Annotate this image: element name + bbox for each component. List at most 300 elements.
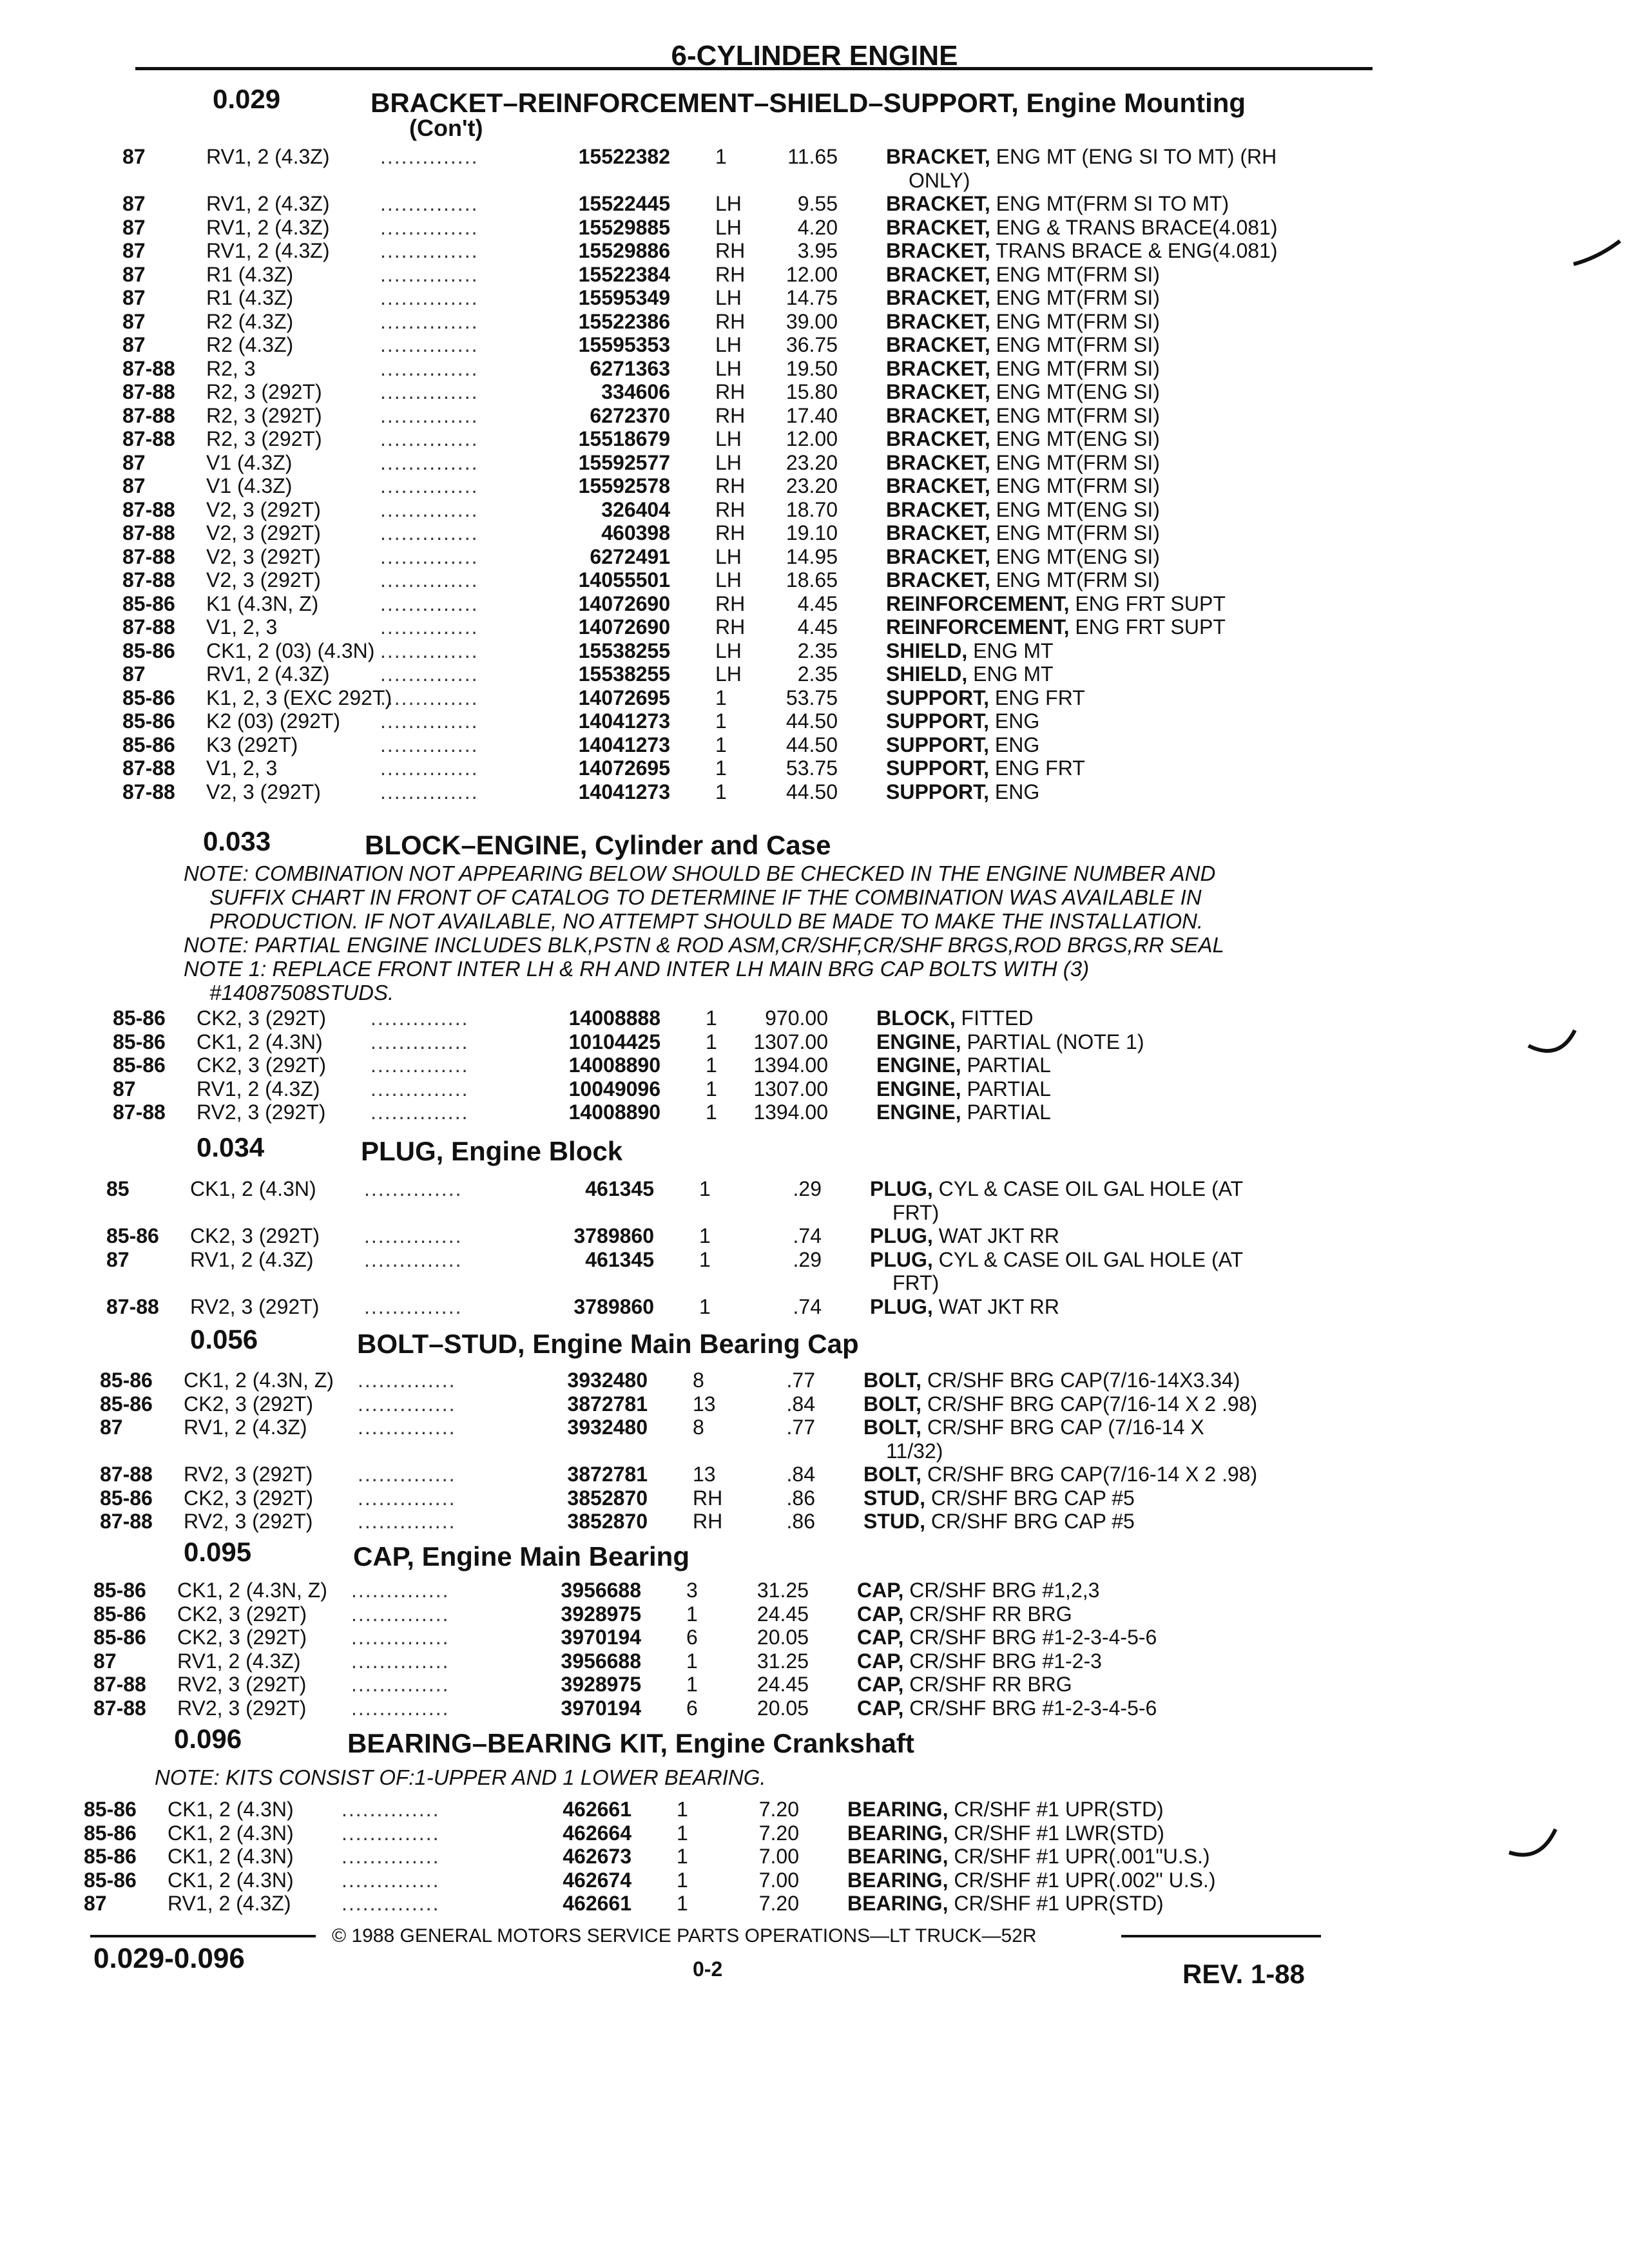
row-part-number: 15522382 bbox=[578, 145, 670, 168]
footer-page-number: 0-2 bbox=[693, 1957, 723, 1981]
row-description-text: CR/SHF BRG CAP(7/16-14 X 2 .98) bbox=[927, 1392, 1258, 1416]
row-leader-dots: .............. bbox=[364, 1224, 463, 1247]
row-part-number: 3956688 bbox=[561, 1579, 641, 1602]
row-price: .77 bbox=[786, 1369, 815, 1392]
row-quantity: RH bbox=[693, 1510, 723, 1533]
section-title-main: BRACKET–REINFORCEMENT–SHIELD–SUPPORT, bbox=[371, 88, 1019, 118]
row-description-noun: BRACKET, bbox=[886, 262, 990, 286]
section-code: 0.056 bbox=[190, 1324, 258, 1354]
row-price: 1307.00 bbox=[753, 1030, 828, 1053]
row-part-number: 10049096 bbox=[568, 1077, 660, 1100]
row-leader-dots: .............. bbox=[380, 474, 479, 497]
row-description-text: ENG MT(FRM SI) bbox=[996, 262, 1160, 286]
row-quantity: 1 bbox=[677, 1892, 688, 1915]
row-part-number: 15529886 bbox=[578, 239, 670, 262]
row-description-text: ENG MT(FRM SI) bbox=[996, 356, 1160, 380]
row-description bbox=[886, 216, 1278, 239]
table-row bbox=[122, 498, 1411, 521]
table-row bbox=[113, 1100, 1402, 1124]
row-leader-dots: .............. bbox=[380, 733, 479, 756]
row-description-text: ENG bbox=[994, 733, 1040, 756]
row-description bbox=[863, 1416, 1204, 1439]
row-model: RV1, 2 (4.3Z) bbox=[206, 215, 330, 239]
row-part-number: 14072695 bbox=[578, 686, 670, 709]
row-year: 87 bbox=[122, 239, 146, 262]
row-quantity: 1 bbox=[677, 1868, 688, 1892]
row-quantity: 1 bbox=[715, 145, 727, 168]
row-model: V2, 3 (292T) bbox=[206, 568, 321, 591]
row-quantity: LH bbox=[715, 192, 742, 215]
row-model: CK1, 2 (4.3N, Z) bbox=[177, 1579, 327, 1602]
row-description-noun: STUD, bbox=[863, 1510, 925, 1533]
row-leader-dots: .............. bbox=[358, 1463, 456, 1486]
row-quantity: 1 bbox=[699, 1177, 711, 1200]
row-model: V1, 2, 3 bbox=[206, 756, 278, 780]
row-description bbox=[857, 1673, 1072, 1696]
row-model: RV1, 2 (4.3Z) bbox=[168, 1892, 291, 1915]
row-quantity: RH bbox=[715, 591, 746, 615]
row-price: 7.20 bbox=[758, 1892, 799, 1915]
table-row bbox=[122, 709, 1411, 733]
table-row bbox=[100, 1416, 1389, 1439]
row-leader-dots: .............. bbox=[351, 1673, 450, 1696]
row-leader-dots: .............. bbox=[380, 639, 479, 662]
row-leader-dots: .............. bbox=[380, 615, 479, 639]
row-part-number: 462674 bbox=[563, 1868, 631, 1892]
section-title bbox=[357, 1329, 859, 1360]
row-year: 87 bbox=[106, 1247, 130, 1271]
row-description bbox=[886, 498, 1160, 521]
row-price: 7.20 bbox=[758, 1798, 799, 1821]
row-description-text: WAT JKT RR bbox=[938, 1294, 1059, 1318]
binder-mark-2 bbox=[1527, 1028, 1579, 1060]
row-price: 15.80 bbox=[786, 380, 838, 403]
row-description-text: ENG MT bbox=[973, 662, 1054, 686]
row-description bbox=[847, 1892, 1164, 1915]
row-description bbox=[886, 639, 1054, 662]
row-price: .84 bbox=[786, 1463, 815, 1486]
row-description bbox=[847, 1845, 1210, 1868]
row-leader-dots: .............. bbox=[380, 215, 479, 239]
row-year: 87-88 bbox=[100, 1463, 153, 1486]
row-quantity: RH bbox=[693, 1486, 723, 1510]
row-quantity: RH bbox=[715, 474, 746, 497]
section-title-main: PLUG, bbox=[361, 1136, 444, 1166]
row-part-number: 15538255 bbox=[578, 639, 670, 662]
row-part-number: 14072690 bbox=[578, 615, 670, 639]
row-price: 1394.00 bbox=[753, 1053, 828, 1077]
row-price: 24.45 bbox=[757, 1602, 809, 1626]
row-description bbox=[886, 380, 1160, 403]
row-leader-dots: .............. bbox=[380, 780, 479, 803]
row-description bbox=[876, 1053, 1051, 1077]
row-description-text: PARTIAL bbox=[967, 1100, 1051, 1124]
row-year: 87-88 bbox=[122, 780, 175, 803]
row-description-text: CR/SHF RR BRG bbox=[909, 1673, 1072, 1696]
row-description bbox=[886, 310, 1160, 333]
row-price: .29 bbox=[793, 1247, 822, 1271]
row-model: CK2, 3 (292T) bbox=[184, 1486, 313, 1510]
row-price: 1394.00 bbox=[753, 1100, 828, 1124]
row-price: .77 bbox=[786, 1416, 815, 1439]
row-quantity: LH bbox=[715, 450, 742, 474]
section-title bbox=[347, 1728, 914, 1759]
row-description-text: CR/SHF BRG CAP(7/16-14 X 2 .98) bbox=[927, 1463, 1258, 1486]
footer-copyright: © 1988 GENERAL MOTORS SERVICE PARTS OPERATIONS—LT TRUCK—52R bbox=[332, 1925, 1037, 1946]
row-description-text: ENG MT(FRM SI) bbox=[996, 521, 1160, 544]
row-part-number: 461345 bbox=[585, 1247, 654, 1271]
row-price: .86 bbox=[786, 1486, 815, 1510]
row-price: 3.95 bbox=[797, 239, 838, 262]
row-year: 87 bbox=[93, 1649, 117, 1673]
row-quantity: LH bbox=[715, 333, 742, 356]
row-description-text: ENG MT(FRM SI) bbox=[996, 333, 1160, 356]
section-note-line: NOTE: PARTIAL ENGINE INCLUDES BLK,PSTN & ROD ASM,CR/SHF,CR/SHF BRGS,ROD BRGS,RR SEAL bbox=[184, 933, 1224, 957]
row-description bbox=[886, 733, 1039, 756]
row-year: 85-86 bbox=[100, 1369, 153, 1392]
row-year: 87-88 bbox=[122, 403, 175, 427]
table-row bbox=[122, 333, 1411, 356]
table-row bbox=[122, 263, 1411, 286]
row-leader-dots: .............. bbox=[358, 1510, 456, 1533]
table-row bbox=[100, 1463, 1389, 1486]
row-description-noun: BRACKET, bbox=[886, 215, 990, 239]
table-row bbox=[122, 545, 1411, 568]
row-quantity: LH bbox=[715, 639, 742, 662]
row-year: 87-88 bbox=[122, 615, 175, 639]
row-part-number: 14041273 bbox=[578, 780, 670, 803]
row-model: K1, 2, 3 (EXC 292T) bbox=[206, 686, 392, 709]
row-description bbox=[886, 662, 1054, 686]
row-price: 18.70 bbox=[786, 497, 838, 521]
row-price: 36.75 bbox=[786, 333, 838, 356]
row-part-number: 15592578 bbox=[578, 474, 670, 497]
table-row bbox=[100, 1392, 1389, 1416]
row-leader-dots: .............. bbox=[342, 1798, 440, 1821]
row-model: R2 (4.3Z) bbox=[206, 333, 294, 356]
footer-rule-right bbox=[1121, 1935, 1321, 1937]
row-model: R2, 3 (292T) bbox=[206, 427, 322, 450]
section-code: 0.096 bbox=[174, 1724, 242, 1754]
table-row bbox=[122, 568, 1411, 591]
table-row bbox=[122, 286, 1411, 309]
row-part-number: 460398 bbox=[601, 521, 670, 544]
row-model: RV1, 2 (4.3Z) bbox=[206, 662, 330, 686]
table-row bbox=[100, 1510, 1389, 1533]
row-model: RV2, 3 (292T) bbox=[177, 1696, 307, 1720]
row-model: RV2, 3 (292T) bbox=[197, 1100, 326, 1124]
row-quantity: 1 bbox=[686, 1649, 698, 1673]
row-model: CK1, 2 (4.3N) bbox=[168, 1868, 294, 1892]
row-quantity: 1 bbox=[699, 1247, 711, 1271]
row-leader-dots: .............. bbox=[380, 497, 479, 521]
row-description bbox=[886, 568, 1160, 591]
row-quantity: RH bbox=[715, 615, 746, 639]
row-price: 31.25 bbox=[757, 1579, 809, 1602]
row-price: .74 bbox=[793, 1294, 822, 1318]
row-year: 85-86 bbox=[100, 1486, 153, 1510]
row-description-text: ENG & TRANS BRACE(4.081) bbox=[996, 215, 1278, 239]
row-leader-dots: .............. bbox=[380, 192, 479, 215]
row-leader-dots: .............. bbox=[342, 1821, 440, 1845]
table-row bbox=[122, 756, 1411, 780]
row-description bbox=[886, 756, 1085, 780]
table-row bbox=[122, 615, 1411, 639]
row-quantity: 1 bbox=[715, 709, 727, 733]
row-description-noun: BRACKET, bbox=[886, 544, 990, 568]
row-description-text: PARTIAL (NOTE 1) bbox=[967, 1030, 1144, 1053]
row-price: 9.55 bbox=[797, 192, 838, 215]
row-description bbox=[886, 686, 1085, 709]
row-year: 87-88 bbox=[106, 1294, 159, 1318]
row-description-continued: 11/32) bbox=[886, 1439, 943, 1463]
row-description-noun: CAP, bbox=[857, 1579, 904, 1602]
row-description-noun: BEARING, bbox=[847, 1845, 949, 1868]
table-row bbox=[106, 1295, 1395, 1318]
row-year: 85-86 bbox=[100, 1392, 153, 1416]
section-title-rest: Engine Crankshaft bbox=[675, 1728, 914, 1758]
table-row bbox=[122, 216, 1411, 239]
row-model: V1 (4.3Z) bbox=[206, 474, 293, 497]
row-part-number: 3789860 bbox=[574, 1224, 654, 1247]
row-leader-dots: .............. bbox=[380, 262, 479, 286]
row-part-number: 3932480 bbox=[567, 1416, 648, 1439]
row-quantity: RH bbox=[715, 239, 746, 262]
row-price: 7.00 bbox=[758, 1845, 799, 1868]
row-description bbox=[886, 545, 1160, 568]
row-leader-dots: .............. bbox=[371, 1053, 469, 1077]
row-part-number: 3852870 bbox=[567, 1510, 648, 1533]
table-row bbox=[122, 639, 1411, 662]
table-row bbox=[122, 662, 1411, 686]
row-year: 87-88 bbox=[100, 1510, 153, 1533]
section-subtitle: (Con't) bbox=[409, 115, 483, 141]
row-year: 87 bbox=[122, 474, 146, 497]
row-year: 87 bbox=[122, 662, 146, 686]
row-model: CK2, 3 (292T) bbox=[197, 1006, 326, 1030]
row-description-noun: PLUG, bbox=[870, 1294, 933, 1318]
row-description-text: ENG MT(FRM SI) bbox=[996, 474, 1160, 497]
row-leader-dots: .............. bbox=[380, 591, 479, 615]
row-quantity: RH bbox=[715, 380, 746, 403]
row-year: 87 bbox=[122, 309, 146, 333]
row-description-text: ENG MT (ENG SI TO MT) (RH bbox=[996, 145, 1277, 168]
row-year: 85-86 bbox=[106, 1224, 159, 1247]
row-part-number: 10104425 bbox=[568, 1030, 660, 1053]
row-description bbox=[847, 1869, 1215, 1892]
row-part-number: 15538255 bbox=[578, 662, 670, 686]
row-description-text: ENG bbox=[994, 780, 1040, 803]
row-year: 87-88 bbox=[122, 568, 175, 591]
row-part-number: 14072695 bbox=[578, 756, 670, 780]
row-description bbox=[886, 474, 1160, 497]
table-row bbox=[122, 780, 1411, 803]
row-price: 14.95 bbox=[786, 544, 838, 568]
row-model: CK2, 3 (292T) bbox=[177, 1602, 307, 1626]
row-description-noun: ENGINE, bbox=[876, 1053, 961, 1077]
table-row bbox=[122, 380, 1411, 403]
table-row bbox=[122, 451, 1411, 474]
row-description bbox=[886, 263, 1160, 286]
row-leader-dots: .............. bbox=[380, 380, 479, 403]
row-model: RV1, 2 (4.3Z) bbox=[197, 1077, 320, 1100]
row-description bbox=[863, 1463, 1257, 1486]
row-quantity: 8 bbox=[693, 1369, 704, 1392]
row-price: 24.45 bbox=[757, 1673, 809, 1696]
section-title-rest: Cylinder and Case bbox=[595, 830, 831, 860]
table-row bbox=[122, 239, 1411, 262]
row-model: K3 (292T) bbox=[206, 733, 298, 756]
row-model: R1 (4.3Z) bbox=[206, 286, 294, 309]
row-part-number: 3928975 bbox=[561, 1673, 641, 1696]
row-price: .86 bbox=[786, 1510, 815, 1533]
row-price: 7.00 bbox=[758, 1868, 799, 1892]
row-year: 85-86 bbox=[113, 1006, 166, 1030]
row-description bbox=[886, 239, 1278, 262]
section-code: 0.033 bbox=[203, 826, 271, 856]
row-leader-dots: .............. bbox=[364, 1247, 463, 1271]
row-quantity: LH bbox=[715, 568, 742, 591]
row-description bbox=[886, 592, 1226, 615]
row-description-text: ENG FRT bbox=[994, 756, 1085, 780]
row-year: 87-88 bbox=[122, 521, 175, 544]
row-leader-dots: .............. bbox=[351, 1649, 450, 1673]
row-model: R2, 3 (292T) bbox=[206, 403, 322, 427]
row-price: 12.00 bbox=[786, 262, 838, 286]
row-description bbox=[857, 1626, 1157, 1649]
section-title-rest: Engine Mounting bbox=[1026, 88, 1246, 118]
row-leader-dots: .............. bbox=[364, 1177, 463, 1200]
row-description-text: CR/SHF #1 UPR(STD) bbox=[954, 1892, 1164, 1915]
row-description-noun: SUPPORT, bbox=[886, 709, 990, 733]
row-year: 87-88 bbox=[122, 380, 175, 403]
table-row bbox=[84, 1821, 1373, 1845]
row-model: CK2, 3 (292T) bbox=[190, 1224, 320, 1247]
row-description-noun: BEARING, bbox=[847, 1798, 949, 1821]
row-year: 85-86 bbox=[93, 1579, 146, 1602]
row-description bbox=[863, 1392, 1257, 1416]
row-part-number: 15518679 bbox=[578, 427, 670, 450]
row-description-text: CR/SHF #1 UPR(STD) bbox=[954, 1798, 1164, 1821]
row-part-number: 462673 bbox=[563, 1845, 631, 1868]
row-model: V2, 3 (292T) bbox=[206, 544, 321, 568]
row-price: 23.20 bbox=[786, 474, 838, 497]
row-part-number: 14041273 bbox=[578, 733, 670, 756]
row-model: V2, 3 (292T) bbox=[206, 521, 321, 544]
row-model: RV1, 2 (4.3Z) bbox=[184, 1416, 307, 1439]
row-price: 44.50 bbox=[786, 780, 838, 803]
row-price: 4.20 bbox=[797, 215, 838, 239]
footer-range: 0.029-0.096 bbox=[93, 1943, 245, 1974]
row-description-text: WAT JKT RR bbox=[938, 1224, 1059, 1247]
row-quantity: 6 bbox=[686, 1626, 698, 1649]
table-row bbox=[93, 1579, 1382, 1602]
row-description-text: CR/SHF BRG CAP #5 bbox=[930, 1486, 1135, 1510]
row-description-noun: BRACKET, bbox=[886, 145, 990, 168]
row-model: RV1, 2 (4.3Z) bbox=[177, 1649, 301, 1673]
row-description-noun: BRACKET, bbox=[886, 568, 990, 591]
row-year: 85-86 bbox=[84, 1868, 137, 1892]
row-quantity: LH bbox=[715, 544, 742, 568]
row-description bbox=[886, 427, 1160, 450]
row-description-text: CR/SHF BRG #1-2-3-4-5-6 bbox=[909, 1626, 1157, 1649]
row-price: 23.20 bbox=[786, 450, 838, 474]
row-description bbox=[886, 333, 1160, 356]
row-description-noun: PLUG, bbox=[870, 1247, 933, 1271]
row-price: 14.75 bbox=[786, 286, 838, 309]
row-description-text: ENG MT(FRM SI) bbox=[996, 286, 1160, 309]
row-part-number: 15595353 bbox=[578, 333, 670, 356]
row-quantity: 13 bbox=[693, 1392, 716, 1416]
row-description bbox=[886, 615, 1226, 639]
table-row bbox=[84, 1845, 1373, 1868]
row-description-noun: CAP, bbox=[857, 1696, 904, 1720]
row-price: .29 bbox=[793, 1177, 822, 1200]
row-leader-dots: .............. bbox=[380, 403, 479, 427]
row-model: RV2, 3 (292T) bbox=[190, 1294, 320, 1318]
row-model: V2, 3 (292T) bbox=[206, 497, 321, 521]
row-description-noun: SUPPORT, bbox=[886, 780, 990, 803]
row-description-text: CYL & CASE OIL GAL HOLE (AT bbox=[938, 1177, 1244, 1200]
row-part-number: 3970194 bbox=[561, 1626, 641, 1649]
row-description-noun: BOLT, bbox=[863, 1416, 922, 1439]
row-year: 87 bbox=[113, 1077, 136, 1100]
row-description-noun: BLOCK, bbox=[876, 1006, 956, 1030]
row-quantity: 3 bbox=[686, 1579, 698, 1602]
row-part-number: 15522445 bbox=[578, 192, 670, 215]
row-year: 87-88 bbox=[93, 1696, 146, 1720]
row-model: RV2, 3 (292T) bbox=[184, 1463, 313, 1486]
row-price: .74 bbox=[793, 1224, 822, 1247]
row-description-text: CR/SHF #1 UPR(.002" U.S.) bbox=[954, 1868, 1216, 1892]
row-leader-dots: .............. bbox=[380, 333, 479, 356]
row-quantity: 1 bbox=[715, 686, 727, 709]
row-quantity: LH bbox=[715, 286, 742, 309]
row-leader-dots: .............. bbox=[380, 239, 479, 262]
row-model: RV1, 2 (4.3Z) bbox=[206, 145, 330, 168]
row-part-number: 6272370 bbox=[590, 403, 670, 427]
row-description bbox=[870, 1224, 1059, 1247]
section-title-main: BEARING–BEARING KIT, bbox=[347, 1728, 668, 1758]
row-part-number: 14041273 bbox=[578, 709, 670, 733]
row-model: CK2, 3 (292T) bbox=[184, 1392, 313, 1416]
row-leader-dots: .............. bbox=[371, 1006, 469, 1030]
row-price: 53.75 bbox=[786, 686, 838, 709]
row-price: 7.20 bbox=[758, 1821, 799, 1845]
row-leader-dots: .............. bbox=[380, 427, 479, 450]
row-description-text: FITTED bbox=[961, 1006, 1034, 1030]
section-title-main: BLOCK–ENGINE, bbox=[365, 830, 588, 860]
row-description-noun: BRACKET, bbox=[886, 521, 990, 544]
table-row bbox=[122, 404, 1411, 427]
table-row bbox=[113, 1006, 1402, 1030]
row-leader-dots: .............. bbox=[358, 1486, 456, 1510]
row-quantity: 1 bbox=[677, 1845, 688, 1868]
row-part-number: 14008888 bbox=[568, 1006, 660, 1030]
row-description-text: ENG FRT bbox=[994, 686, 1085, 709]
row-description bbox=[886, 192, 1229, 215]
row-year: 85-86 bbox=[113, 1030, 166, 1053]
row-description-noun: BRACKET, bbox=[886, 356, 990, 380]
section-note-line: NOTE: COMBINATION NOT APPEARING BELOW SHOULD BE CHECKED IN THE ENGINE NUMBER AND bbox=[184, 861, 1216, 885]
row-leader-dots: .............. bbox=[371, 1077, 469, 1100]
row-description-noun: BRACKET, bbox=[886, 239, 990, 262]
row-model: V1 (4.3Z) bbox=[206, 450, 293, 474]
row-description-noun: PLUG, bbox=[870, 1224, 933, 1247]
row-quantity: 1 bbox=[706, 1006, 717, 1030]
row-description-text: ENG FRT SUPT bbox=[1075, 591, 1226, 615]
footer-revision: REV. 1-88 bbox=[1182, 1959, 1305, 1989]
